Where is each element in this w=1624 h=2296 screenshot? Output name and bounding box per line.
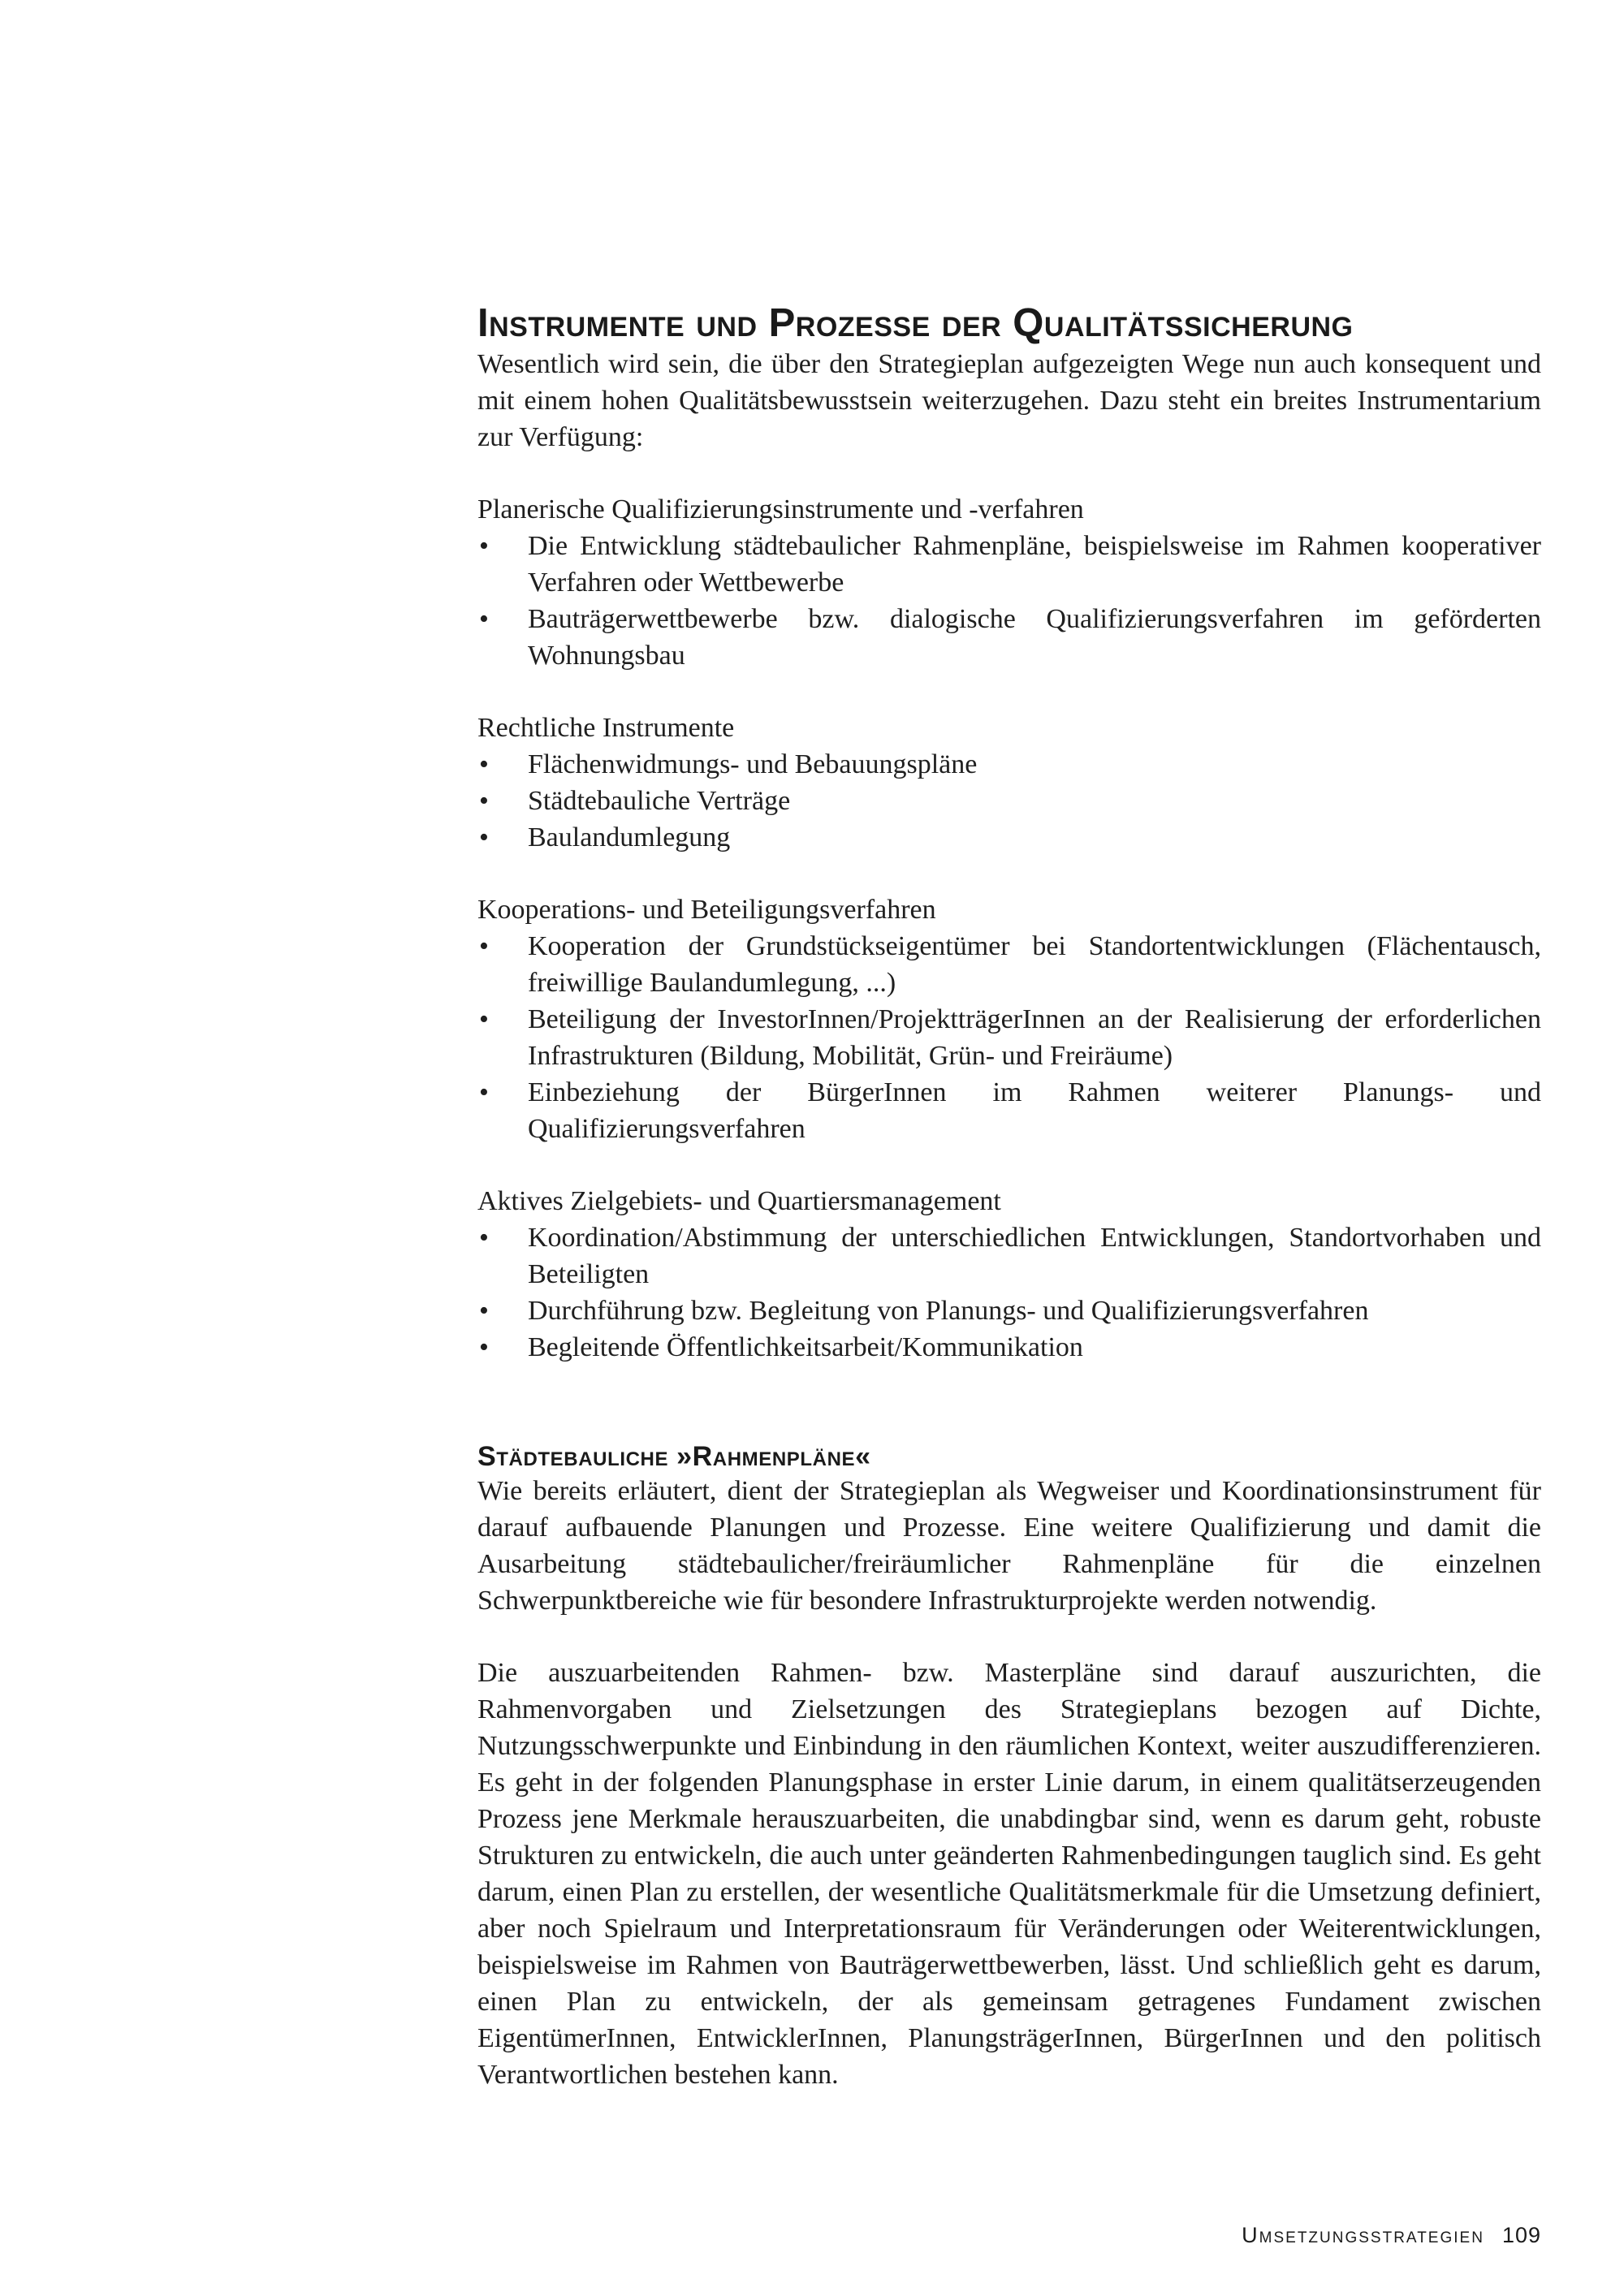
list-item bbox=[477, 746, 1541, 783]
intro-paragraph: Wesentlich wird sein, die über den Strategieplan aufgezeigten Wege nun auch konsequent und mit einem hohen Qualitätsbewusstsein weiterzugehen. Dazu steht ein breites Instrumentarium zur Verfügung: bbox=[477, 349, 1541, 452]
instrument-group bbox=[477, 891, 1541, 1147]
group-label: Planerische Qualifizierungsinstrumente und -verfahren bbox=[477, 494, 1084, 524]
list-item-text: Durchführung bzw. Begleitung von Planungs- und Qualifizierungsverfahren bbox=[528, 1296, 1369, 1326]
body-paragraph: Die auszuarbeitenden Rahmen- bzw. Masterpläne sind darauf auszurichten, die Rahmenvorgaben und Zielsetzungen des Strategieplans bezogen auf Dichte, Nutzungsschwerpunkte und Einbindung in den räumlichen Kontext, weiter auszudifferenzieren. Es geht in der folgenden Planungsphase in erster Linie darum, in einem qualitätserzeugenden Prozess jene Merkmale herauszuarbeiten, die unabdingbar sind, wenn es darum geht, robuste Strukturen zu entwickeln, die auch unter geänderten Rahmenbedingungen tauglich sind. Es geht darum, einen Plan zu erstellen, der wesentliche Qualitätsmerkmale für die Umsetzung definiert, aber noch Spielraum und Interpretationsraum für Veränderungen oder Weiterentwicklungen, beispielsweise im Rahmen von Bauträgerwettbewerben, lässt. Und schließlich geht es darum, einen Plan zu entwickeln, der als gemeinsam getragenes Fundament zwischen EigentümerInnen, EntwicklerInnen, PlanungsträgerInnen, BürgerInnen und den politisch Verantwortlichen bestehen kann. bbox=[477, 1658, 1541, 2090]
page-content bbox=[477, 300, 1541, 2093]
page-number: 109 bbox=[1501, 2223, 1541, 2247]
list-item-text: Einbeziehung der BürgerInnen im Rahmen weiterer Planungs- und Qualifizierungsverfahren bbox=[528, 1077, 1541, 1144]
bullet-icon: • bbox=[479, 604, 489, 634]
list-item bbox=[477, 1074, 1541, 1147]
list-item-text: Baulandumlegung bbox=[528, 822, 731, 852]
group-label: Aktives Zielgebiets- und Quartiersmanagement bbox=[477, 1186, 1001, 1216]
bullet-icon: • bbox=[479, 931, 489, 961]
bullet-list bbox=[477, 1219, 1541, 1366]
group-label: Rechtliche Instrumente bbox=[477, 713, 735, 743]
list-item bbox=[477, 1219, 1541, 1293]
list-item-text: Beteiligung der InvestorInnen/ProjektträgerInnen an der Realisierung der erforderlichen Infrastrukturen (Bildung, Mobilität, Grün- und Freiräume) bbox=[528, 1004, 1541, 1071]
bullet-icon: • bbox=[479, 749, 489, 779]
bullet-list bbox=[477, 528, 1541, 674]
bullet-list bbox=[477, 928, 1541, 1147]
bullet-icon: • bbox=[479, 822, 489, 852]
list-item-text: Koordination/Abstimmung der unterschiedlichen Entwicklungen, Standortvorhaben und Beteiligten bbox=[528, 1223, 1541, 1289]
list-item bbox=[477, 601, 1541, 674]
list-item-text: Bauträgerwettbewerbe bzw. dialogische Qualifizierungsverfahren im geförderten Wohnungsbau bbox=[528, 604, 1541, 671]
instrument-group bbox=[477, 1183, 1541, 1366]
body-paragraph: Wie bereits erläutert, dient der Strategieplan als Wegweiser und Koordinationsinstrument für darauf aufbauende Planungen und Prozesse. Eine weitere Qualifizierung und damit die Ausarbeitung städtebaulicher/freiräumlicher Rahmenpläne für die einzelnen Schwerpunktbereiche wie für besondere Infrastrukturprojekte werden notwendig. bbox=[477, 1476, 1541, 1616]
list-item-text: Städtebauliche Verträge bbox=[528, 786, 791, 816]
list-item-text: Kooperation der Grundstückseigentümer bei Standortentwicklungen (Flächentausch, freiwillige Baulandumlegung, ...) bbox=[528, 931, 1541, 998]
list-item-text: Begleitende Öffentlichkeitsarbeit/Kommunikation bbox=[528, 1332, 1083, 1362]
bullet-icon: • bbox=[479, 531, 489, 561]
list-item-text: Die Entwicklung städtebaulicher Rahmenpläne, beispielsweise im Rahmen kooperativer Verfahren oder Wettbewerbe bbox=[528, 531, 1541, 598]
bullet-icon: • bbox=[479, 1332, 489, 1362]
instrument-group bbox=[477, 710, 1541, 856]
bullet-icon: • bbox=[479, 1296, 489, 1326]
page-footer bbox=[1137, 2223, 1541, 2247]
bullet-icon: • bbox=[479, 1004, 489, 1034]
bullet-list bbox=[477, 746, 1541, 856]
list-item bbox=[477, 1001, 1541, 1074]
bullet-icon: • bbox=[479, 1223, 489, 1253]
list-item bbox=[477, 1293, 1541, 1329]
bullet-icon: • bbox=[479, 1077, 489, 1107]
list-item bbox=[477, 928, 1541, 1001]
page-heading: Instrumente und Prozesse der Qualitätssicherung bbox=[477, 301, 1354, 345]
footer-section-title: Umsetzungsstrategien bbox=[1242, 2223, 1484, 2247]
list-item bbox=[477, 783, 1541, 819]
group-label: Kooperations- und Beteiligungsverfahren bbox=[477, 895, 936, 925]
instrument-group bbox=[477, 491, 1541, 674]
list-item bbox=[477, 528, 1541, 601]
list-item bbox=[477, 1329, 1541, 1366]
list-item bbox=[477, 819, 1541, 856]
list-item-text: Flächenwidmungs- und Bebauungspläne bbox=[528, 749, 978, 779]
section-title: Städtebauliche »Rahmenpläne« bbox=[477, 1441, 871, 1472]
bullet-icon: • bbox=[479, 786, 489, 816]
